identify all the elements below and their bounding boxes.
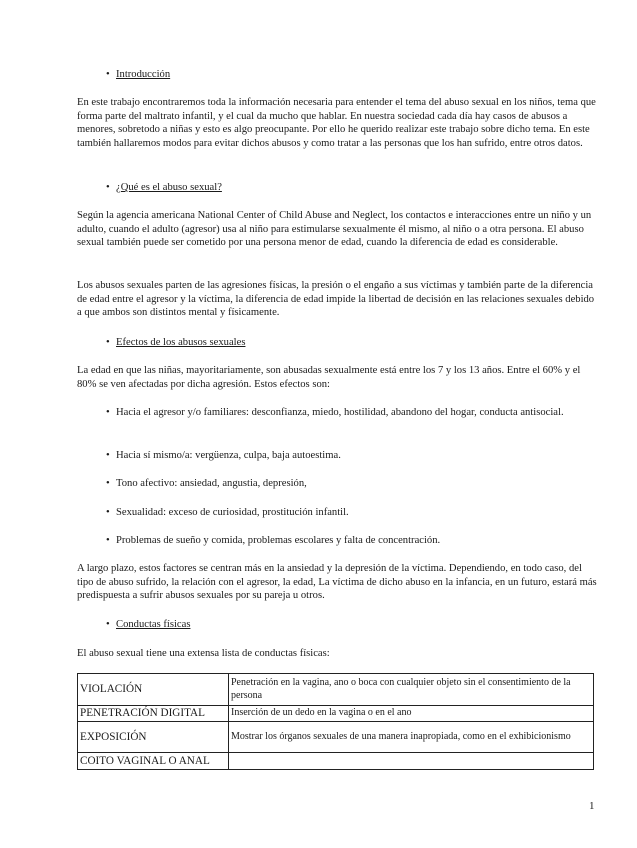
bullet-icon: • (106, 507, 110, 518)
bullet-icon: • (106, 182, 110, 193)
table-cell-desc: Mostrar los órganos sexuales de una manera inapropiada, como en el exhibicionismo (229, 722, 594, 753)
list-item (106, 534, 596, 548)
list-item (106, 506, 596, 520)
list-item (106, 406, 596, 420)
what-paragraph-2: Los abusos sexuales parten de las agresiones físicas, la presión o el engaño a sus víctimas y también parte de la diferencia de edad entre el agresor y la víctima, la diferencia de edad impide la libertad de decisión en las relaciones sexuales debido a que ambos son distintos mental y físicamente. (77, 280, 595, 319)
list-item (106, 449, 596, 463)
table-cell-desc: Penetración en la vagina, ano o boca con cualquier objeto sin el consentimiento de la persona (229, 674, 594, 706)
table-cell-desc: Inserción de un dedo en la vagina o en el ano (229, 706, 594, 722)
list-item-text: Hacia sí mismo/a: vergüenza, culpa, baja autoestima. (116, 450, 341, 461)
effects-after-paragraph: A largo plazo, estos factores se centran más en la ansiedad y la depresión de la víctima. Dependiendo, en todo caso, del tipo de abuso sufrido, la relación con el agresor, la edad, La víctima de dicho abuso en la infancia, en un futuro, estará más predispuesta a sufrir abusos sexuales por su pareja u otros. (77, 563, 597, 602)
effects-paragraph: La edad en que las niñas, mayoritariamente, son abusadas sexualmente está entre los 7 y los 13 años. Entre el 60% y el 80% se ven afectadas por dicha agresión. Estos efectos son: (77, 365, 581, 390)
table-cell-term: PENETRACIÓN DIGITAL (78, 706, 229, 722)
list-item-text: Hacia el agresor y/o familiares: desconfianza, miedo, hostilidad, abandono del hogar, conducta antisocial. (116, 407, 564, 418)
intro-paragraph: En este trabajo encontraremos toda la información necesaria para entender el tema del abuso sexual en los niños, tema que forma parte del maltrato infantil, y el cual da mucho que hablar. En nuestra sociedad cada día hay casos de abusos a menores, sobretodo a niñas y esto es algo preocupante. Por ello he querido realizar este trabajo sobre dicho tema. En este también hallaremos modos para evitar dichos abusos y como tratar a las personas que los han sufrido, entre otros datos. (77, 97, 596, 149)
table-cell-term: VIOLACIÓN (78, 674, 229, 706)
table-cell-term: EXPOSICIÓN (78, 722, 229, 753)
intro-heading (106, 68, 170, 82)
table-row (78, 722, 594, 753)
effects-heading-text: Efectos de los abusos sexuales (116, 337, 246, 348)
table-cell-term: COITO VAGINAL O ANAL (78, 753, 229, 770)
conducts-table (77, 673, 594, 770)
effects-heading (106, 336, 245, 350)
what-heading-text: ¿Qué es el abuso sexual? (116, 182, 222, 193)
conducts-heading (106, 618, 190, 632)
bullet-icon: • (106, 69, 110, 80)
list-item-text: Sexualidad: exceso de curiosidad, prostitución infantil. (116, 507, 349, 518)
table-cell-desc (229, 753, 594, 770)
list-item (106, 477, 596, 491)
table-row (78, 753, 594, 770)
what-heading (106, 181, 222, 195)
conducts-heading-text: Conductas físicas (116, 619, 191, 630)
page-number: 1 (589, 800, 595, 812)
what-paragraph-1: Según la agencia americana National Center of Child Abuse and Neglect, los contactos e interacciones entre un niño y un adulto, cuando el adulto (agresor) usa al niño para estimularse sexualmente él mismo, al niño o a otra persona. El abuso sexual también puede ser cometido por una persona menor de edad, cuando la diferencia de edad es considerable. (77, 210, 592, 249)
bullet-icon: • (106, 450, 110, 461)
bullet-icon: • (106, 407, 110, 418)
bullet-icon: • (106, 535, 110, 546)
conducts-paragraph: El abuso sexual tiene una extensa lista de conductas físicas: (77, 648, 330, 659)
table-row (78, 706, 594, 722)
list-item-text: Problemas de sueño y comida, problemas escolares y falta de concentración. (116, 535, 441, 546)
bullet-icon: • (106, 619, 110, 630)
table-row (78, 674, 594, 706)
bullet-icon: • (106, 337, 110, 348)
intro-heading-text: Introducción (116, 69, 171, 80)
list-item-text: Tono afectivo: ansiedad, angustia, depresión, (116, 478, 307, 489)
bullet-icon: • (106, 478, 110, 489)
